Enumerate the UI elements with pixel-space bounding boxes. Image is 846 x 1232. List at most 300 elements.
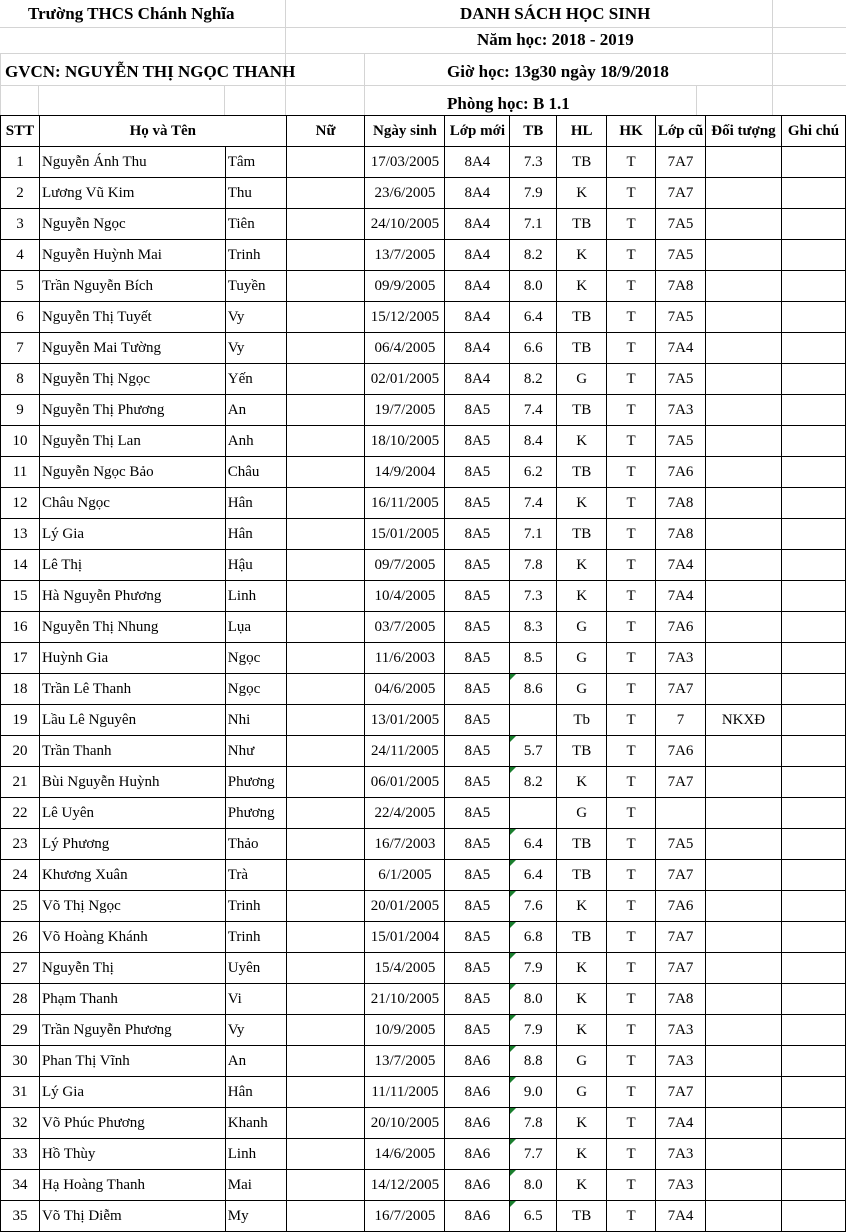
lop-moi-cell: 8A4 bbox=[445, 302, 510, 333]
nu-cell bbox=[286, 457, 365, 488]
doi-tuong-cell bbox=[706, 1108, 782, 1139]
doi-tuong-cell bbox=[706, 612, 782, 643]
nu-cell bbox=[286, 581, 365, 612]
hl-cell: TB bbox=[557, 829, 607, 860]
lop-moi-cell: 8A4 bbox=[445, 209, 510, 240]
ho-cell: Nguyễn Thị Nhung bbox=[39, 612, 225, 643]
ngay-sinh-cell: 18/10/2005 bbox=[365, 426, 445, 457]
gridline bbox=[285, 0, 286, 115]
ngay-sinh-cell: 16/7/2003 bbox=[365, 829, 445, 860]
doi-tuong-cell bbox=[706, 1077, 782, 1108]
ghi-chu-cell bbox=[781, 147, 845, 178]
ten-cell: Trà bbox=[225, 860, 286, 891]
tb-cell: 7.1 bbox=[510, 519, 557, 550]
lop-moi-cell: 8A5 bbox=[445, 829, 510, 860]
hk-cell: T bbox=[607, 736, 656, 767]
stt-cell: 35 bbox=[1, 1201, 40, 1232]
ghi-chu-cell bbox=[781, 705, 845, 736]
ghi-chu-cell bbox=[781, 891, 845, 922]
hk-cell: T bbox=[607, 271, 656, 302]
tb-cell: 8.2 bbox=[510, 767, 557, 798]
nu-cell bbox=[286, 333, 365, 364]
table-row bbox=[1, 829, 846, 860]
ngay-sinh-cell: 15/4/2005 bbox=[365, 953, 445, 984]
nu-cell bbox=[286, 767, 365, 798]
hl-cell: K bbox=[557, 178, 607, 209]
col-lop-moi: Lớp mới bbox=[445, 116, 510, 147]
hl-cell: K bbox=[557, 550, 607, 581]
lop-cu-cell: 7A6 bbox=[656, 457, 706, 488]
hl-cell: K bbox=[557, 271, 607, 302]
nu-cell bbox=[286, 1015, 365, 1046]
ho-cell: Võ Thị Diễm bbox=[39, 1201, 225, 1232]
stt-cell: 1 bbox=[1, 147, 40, 178]
nu-cell bbox=[286, 860, 365, 891]
ngay-sinh-cell: 16/7/2005 bbox=[365, 1201, 445, 1232]
hl-cell: G bbox=[557, 798, 607, 829]
lop-cu-cell: 7A3 bbox=[656, 1139, 706, 1170]
stt-cell: 22 bbox=[1, 798, 40, 829]
table-row bbox=[1, 209, 846, 240]
stt-cell: 21 bbox=[1, 767, 40, 798]
gridline bbox=[772, 0, 773, 115]
hl-cell: G bbox=[557, 674, 607, 705]
table-row bbox=[1, 240, 846, 271]
ghi-chu-cell bbox=[781, 767, 845, 798]
hk-cell: T bbox=[607, 395, 656, 426]
doi-tuong-cell bbox=[706, 271, 782, 302]
ngay-sinh-cell: 14/12/2005 bbox=[365, 1170, 445, 1201]
hk-cell: T bbox=[607, 178, 656, 209]
table-row bbox=[1, 674, 846, 705]
table-row bbox=[1, 1015, 846, 1046]
tb-cell: 8.3 bbox=[510, 612, 557, 643]
col-stt: STT bbox=[1, 116, 40, 147]
ten-cell: Mai bbox=[225, 1170, 286, 1201]
ngay-sinh-cell: 02/01/2005 bbox=[365, 364, 445, 395]
hk-cell: T bbox=[607, 643, 656, 674]
hk-cell: T bbox=[607, 519, 656, 550]
nu-cell bbox=[286, 147, 365, 178]
ho-cell: Nguyễn Thị Phương bbox=[39, 395, 225, 426]
lop-cu-cell: 7A7 bbox=[656, 147, 706, 178]
ten-cell: My bbox=[225, 1201, 286, 1232]
doi-tuong-cell bbox=[706, 426, 782, 457]
lop-cu-cell: 7A7 bbox=[656, 178, 706, 209]
nu-cell bbox=[286, 364, 365, 395]
hk-cell: T bbox=[607, 922, 656, 953]
lop-cu-cell: 7A6 bbox=[656, 891, 706, 922]
ten-cell: Tuyền bbox=[225, 271, 286, 302]
stt-cell: 11 bbox=[1, 457, 40, 488]
hl-cell: G bbox=[557, 1077, 607, 1108]
tb-cell: 6.4 bbox=[510, 829, 557, 860]
stt-cell: 8 bbox=[1, 364, 40, 395]
stt-cell: 7 bbox=[1, 333, 40, 364]
ngay-sinh-cell: 11/11/2005 bbox=[365, 1077, 445, 1108]
hl-cell: K bbox=[557, 1015, 607, 1046]
hk-cell: T bbox=[607, 457, 656, 488]
gridline bbox=[696, 85, 697, 115]
lop-moi-cell: 8A5 bbox=[445, 953, 510, 984]
ho-cell: Lương Vũ Kim bbox=[39, 178, 225, 209]
lop-cu-cell: 7A5 bbox=[656, 240, 706, 271]
tb-cell: 5.7 bbox=[510, 736, 557, 767]
ten-cell: Hậu bbox=[225, 550, 286, 581]
table-row bbox=[1, 364, 846, 395]
ho-cell: Lê Uyên bbox=[39, 798, 225, 829]
ten-cell: Thảo bbox=[225, 829, 286, 860]
ghi-chu-cell bbox=[781, 1170, 845, 1201]
table-row bbox=[1, 1108, 846, 1139]
ghi-chu-cell bbox=[781, 674, 845, 705]
hk-cell: T bbox=[607, 953, 656, 984]
lop-moi-cell: 8A4 bbox=[445, 271, 510, 302]
nu-cell bbox=[286, 1077, 365, 1108]
tb-cell: 7.3 bbox=[510, 147, 557, 178]
ghi-chu-cell bbox=[781, 302, 845, 333]
hl-cell: TB bbox=[557, 302, 607, 333]
ngay-sinh-cell: 17/03/2005 bbox=[365, 147, 445, 178]
doi-tuong-cell bbox=[706, 488, 782, 519]
ten-cell: Linh bbox=[225, 581, 286, 612]
doi-tuong-cell bbox=[706, 240, 782, 271]
nu-cell bbox=[286, 519, 365, 550]
stt-cell: 14 bbox=[1, 550, 40, 581]
stt-cell: 5 bbox=[1, 271, 40, 302]
ho-cell: Lý Phương bbox=[39, 829, 225, 860]
col-doi-tuong: Đối tượng bbox=[706, 116, 782, 147]
ho-cell: Khương Xuân bbox=[39, 860, 225, 891]
ngay-sinh-cell: 14/6/2005 bbox=[365, 1139, 445, 1170]
ho-cell: Châu Ngọc bbox=[39, 488, 225, 519]
ho-cell: Trần Nguyễn Bích bbox=[39, 271, 225, 302]
doi-tuong-cell bbox=[706, 550, 782, 581]
stt-cell: 26 bbox=[1, 922, 40, 953]
table-row bbox=[1, 612, 846, 643]
stt-cell: 10 bbox=[1, 426, 40, 457]
doi-tuong-cell bbox=[706, 643, 782, 674]
stt-cell: 15 bbox=[1, 581, 40, 612]
ghi-chu-cell bbox=[781, 922, 845, 953]
tb-cell bbox=[510, 705, 557, 736]
stt-cell: 13 bbox=[1, 519, 40, 550]
doi-tuong-cell bbox=[706, 147, 782, 178]
ten-cell: Lụa bbox=[225, 612, 286, 643]
doi-tuong-cell bbox=[706, 736, 782, 767]
doi-tuong-cell bbox=[706, 922, 782, 953]
lop-moi-cell: 8A5 bbox=[445, 488, 510, 519]
hk-cell: T bbox=[607, 767, 656, 798]
hk-cell: T bbox=[607, 1170, 656, 1201]
nu-cell bbox=[286, 209, 365, 240]
lop-moi-cell: 8A6 bbox=[445, 1046, 510, 1077]
ho-cell: Phạm Thanh bbox=[39, 984, 225, 1015]
ghi-chu-cell bbox=[781, 860, 845, 891]
nu-cell bbox=[286, 953, 365, 984]
hl-cell: K bbox=[557, 426, 607, 457]
gridline bbox=[38, 85, 39, 115]
ho-cell: Trần Thanh bbox=[39, 736, 225, 767]
lop-moi-cell: 8A4 bbox=[445, 178, 510, 209]
col-ho-va-ten: Họ và Tên bbox=[39, 116, 286, 147]
ten-cell: An bbox=[225, 1046, 286, 1077]
tb-cell bbox=[510, 798, 557, 829]
ngay-sinh-cell: 19/7/2005 bbox=[365, 395, 445, 426]
lop-moi-cell: 8A6 bbox=[445, 1108, 510, 1139]
lop-cu-cell: 7A6 bbox=[656, 736, 706, 767]
lop-moi-cell: 8A6 bbox=[445, 1201, 510, 1232]
table-row bbox=[1, 798, 846, 829]
tb-cell: 8.5 bbox=[510, 643, 557, 674]
ho-cell: Huỳnh Gia bbox=[39, 643, 225, 674]
stt-cell: 29 bbox=[1, 1015, 40, 1046]
lop-cu-cell: 7A6 bbox=[656, 612, 706, 643]
ten-cell: Tiên bbox=[225, 209, 286, 240]
ten-cell: Ngọc bbox=[225, 674, 286, 705]
doi-tuong-cell bbox=[706, 767, 782, 798]
lop-cu-cell: 7A4 bbox=[656, 1108, 706, 1139]
table-row bbox=[1, 984, 846, 1015]
stt-cell: 12 bbox=[1, 488, 40, 519]
table-row bbox=[1, 767, 846, 798]
hl-cell: Tb bbox=[557, 705, 607, 736]
hl-cell: K bbox=[557, 953, 607, 984]
lop-moi-cell: 8A5 bbox=[445, 426, 510, 457]
hk-cell: T bbox=[607, 705, 656, 736]
gridline bbox=[0, 27, 846, 28]
ghi-chu-cell bbox=[781, 798, 845, 829]
ten-cell: Như bbox=[225, 736, 286, 767]
ten-cell: Châu bbox=[225, 457, 286, 488]
lop-moi-cell: 8A6 bbox=[445, 1170, 510, 1201]
hl-cell: K bbox=[557, 488, 607, 519]
lop-moi-cell: 8A5 bbox=[445, 705, 510, 736]
homeroom-teacher: GVCN: NGUYỄN THỊ NGỌC THANH bbox=[5, 62, 296, 81]
tb-cell: 7.8 bbox=[510, 1108, 557, 1139]
ho-cell: Hồ Thùy bbox=[39, 1139, 225, 1170]
lop-moi-cell: 8A6 bbox=[445, 1077, 510, 1108]
hl-cell: K bbox=[557, 767, 607, 798]
stt-cell: 28 bbox=[1, 984, 40, 1015]
stt-cell: 32 bbox=[1, 1108, 40, 1139]
lop-cu-cell: 7A4 bbox=[656, 550, 706, 581]
hk-cell: T bbox=[607, 891, 656, 922]
lop-cu-cell bbox=[656, 798, 706, 829]
hk-cell: T bbox=[607, 612, 656, 643]
stt-cell: 23 bbox=[1, 829, 40, 860]
nu-cell bbox=[286, 178, 365, 209]
doi-tuong-cell bbox=[706, 798, 782, 829]
doi-tuong-cell bbox=[706, 581, 782, 612]
hl-cell: K bbox=[557, 984, 607, 1015]
lop-moi-cell: 8A5 bbox=[445, 674, 510, 705]
school-name: Trường THCS Chánh Nghĩa bbox=[28, 4, 235, 23]
ghi-chu-cell bbox=[781, 984, 845, 1015]
ghi-chu-cell bbox=[781, 953, 845, 984]
stt-cell: 34 bbox=[1, 1170, 40, 1201]
ghi-chu-cell bbox=[781, 519, 845, 550]
ho-cell: Võ Phúc Phương bbox=[39, 1108, 225, 1139]
student-table bbox=[0, 115, 846, 1232]
table-row bbox=[1, 457, 846, 488]
hl-cell: TB bbox=[557, 209, 607, 240]
ghi-chu-cell bbox=[781, 581, 845, 612]
lop-moi-cell: 8A5 bbox=[445, 1015, 510, 1046]
stt-cell: 20 bbox=[1, 736, 40, 767]
ten-cell: Vy bbox=[225, 333, 286, 364]
lop-cu-cell: 7A5 bbox=[656, 426, 706, 457]
stt-cell: 4 bbox=[1, 240, 40, 271]
hl-cell: TB bbox=[557, 922, 607, 953]
nu-cell bbox=[286, 829, 365, 860]
hl-cell: K bbox=[557, 1108, 607, 1139]
stt-cell: 9 bbox=[1, 395, 40, 426]
gridline bbox=[0, 85, 846, 86]
tb-cell: 8.0 bbox=[510, 271, 557, 302]
ghi-chu-cell bbox=[781, 395, 845, 426]
ngay-sinh-cell: 22/4/2005 bbox=[365, 798, 445, 829]
ngay-sinh-cell: 03/7/2005 bbox=[365, 612, 445, 643]
hk-cell: T bbox=[607, 147, 656, 178]
ten-cell: Hân bbox=[225, 488, 286, 519]
lop-moi-cell: 8A5 bbox=[445, 612, 510, 643]
lop-cu-cell: 7A8 bbox=[656, 271, 706, 302]
ghi-chu-cell bbox=[781, 209, 845, 240]
ten-cell: Yến bbox=[225, 364, 286, 395]
hl-cell: G bbox=[557, 643, 607, 674]
tb-cell: 8.0 bbox=[510, 1170, 557, 1201]
lop-cu-cell: 7A8 bbox=[656, 519, 706, 550]
lop-cu-cell: 7A3 bbox=[656, 1015, 706, 1046]
ghi-chu-cell bbox=[781, 736, 845, 767]
ho-cell: Nguyễn Ngọc bbox=[39, 209, 225, 240]
hk-cell: T bbox=[607, 240, 656, 271]
nu-cell bbox=[286, 240, 365, 271]
ngay-sinh-cell: 09/9/2005 bbox=[365, 271, 445, 302]
lop-cu-cell: 7A5 bbox=[656, 209, 706, 240]
gridline bbox=[364, 54, 365, 115]
ho-cell: Lý Gia bbox=[39, 519, 225, 550]
ho-cell: Hà Nguyễn Phương bbox=[39, 581, 225, 612]
ten-cell: Hân bbox=[225, 1077, 286, 1108]
hk-cell: T bbox=[607, 426, 656, 457]
col-nu: Nữ bbox=[286, 116, 365, 147]
ngay-sinh-cell: 15/12/2005 bbox=[365, 302, 445, 333]
table-header-row bbox=[1, 116, 846, 147]
hk-cell: T bbox=[607, 1015, 656, 1046]
col-lop-cu: Lớp cũ bbox=[656, 116, 706, 147]
hk-cell: T bbox=[607, 488, 656, 519]
tb-cell: 6.6 bbox=[510, 333, 557, 364]
hl-cell: K bbox=[557, 240, 607, 271]
ghi-chu-cell bbox=[781, 612, 845, 643]
lop-cu-cell: 7A5 bbox=[656, 829, 706, 860]
hl-cell: K bbox=[557, 1170, 607, 1201]
tb-cell: 7.9 bbox=[510, 1015, 557, 1046]
ngay-sinh-cell: 13/7/2005 bbox=[365, 1046, 445, 1077]
ten-cell: Ngọc bbox=[225, 643, 286, 674]
tb-cell: 8.0 bbox=[510, 984, 557, 1015]
ngay-sinh-cell: 13/01/2005 bbox=[365, 705, 445, 736]
hk-cell: T bbox=[607, 1046, 656, 1077]
lop-moi-cell: 8A5 bbox=[445, 798, 510, 829]
lop-cu-cell: 7A3 bbox=[656, 643, 706, 674]
ho-cell: Lý Gia bbox=[39, 1077, 225, 1108]
stt-cell: 27 bbox=[1, 953, 40, 984]
nu-cell bbox=[286, 395, 365, 426]
ho-cell: Trần Nguyễn Phương bbox=[39, 1015, 225, 1046]
ho-cell: Nguyễn Ngọc Bảo bbox=[39, 457, 225, 488]
table-row bbox=[1, 736, 846, 767]
tb-cell: 6.2 bbox=[510, 457, 557, 488]
ngay-sinh-cell: 14/9/2004 bbox=[365, 457, 445, 488]
ngay-sinh-cell: 23/6/2005 bbox=[365, 178, 445, 209]
table-row bbox=[1, 302, 846, 333]
doi-tuong-cell bbox=[706, 891, 782, 922]
stt-cell: 6 bbox=[1, 302, 40, 333]
hl-cell: TB bbox=[557, 1201, 607, 1232]
doi-tuong-cell bbox=[706, 209, 782, 240]
nu-cell bbox=[286, 1139, 365, 1170]
ho-cell: Nguyễn Huỳnh Mai bbox=[39, 240, 225, 271]
tb-cell: 8.2 bbox=[510, 364, 557, 395]
ten-cell: Vi bbox=[225, 984, 286, 1015]
ten-cell: Vy bbox=[225, 1015, 286, 1046]
doi-tuong-cell bbox=[706, 1170, 782, 1201]
ten-cell: Anh bbox=[225, 426, 286, 457]
lop-cu-cell: 7A7 bbox=[656, 922, 706, 953]
nu-cell bbox=[286, 984, 365, 1015]
ghi-chu-cell bbox=[781, 1201, 845, 1232]
table-row bbox=[1, 519, 846, 550]
ngay-sinh-cell: 10/9/2005 bbox=[365, 1015, 445, 1046]
ghi-chu-cell bbox=[781, 426, 845, 457]
lop-cu-cell: 7A3 bbox=[656, 395, 706, 426]
table-row bbox=[1, 426, 846, 457]
lop-moi-cell: 8A5 bbox=[445, 891, 510, 922]
hk-cell: T bbox=[607, 209, 656, 240]
tb-cell: 7.9 bbox=[510, 953, 557, 984]
hl-cell: K bbox=[557, 1139, 607, 1170]
ten-cell: Hân bbox=[225, 519, 286, 550]
tb-cell: 7.4 bbox=[510, 488, 557, 519]
ghi-chu-cell bbox=[781, 333, 845, 364]
ngay-sinh-cell: 10/4/2005 bbox=[365, 581, 445, 612]
lop-moi-cell: 8A5 bbox=[445, 860, 510, 891]
hl-cell: TB bbox=[557, 736, 607, 767]
ho-cell: Nguyễn Mai Tường bbox=[39, 333, 225, 364]
lop-moi-cell: 8A4 bbox=[445, 240, 510, 271]
ngay-sinh-cell: 20/01/2005 bbox=[365, 891, 445, 922]
nu-cell bbox=[286, 1170, 365, 1201]
lop-moi-cell: 8A5 bbox=[445, 457, 510, 488]
ghi-chu-cell bbox=[781, 488, 845, 519]
lop-cu-cell: 7A8 bbox=[656, 984, 706, 1015]
ghi-chu-cell bbox=[781, 1077, 845, 1108]
table-row bbox=[1, 953, 846, 984]
nu-cell bbox=[286, 550, 365, 581]
lop-cu-cell: 7A5 bbox=[656, 302, 706, 333]
hl-cell: K bbox=[557, 581, 607, 612]
tb-cell: 7.4 bbox=[510, 395, 557, 426]
hk-cell: T bbox=[607, 984, 656, 1015]
doi-tuong-cell: NKXĐ bbox=[706, 705, 782, 736]
tb-cell: 6.5 bbox=[510, 1201, 557, 1232]
stt-cell: 19 bbox=[1, 705, 40, 736]
lop-moi-cell: 8A4 bbox=[445, 147, 510, 178]
ngay-sinh-cell: 6/1/2005 bbox=[365, 860, 445, 891]
